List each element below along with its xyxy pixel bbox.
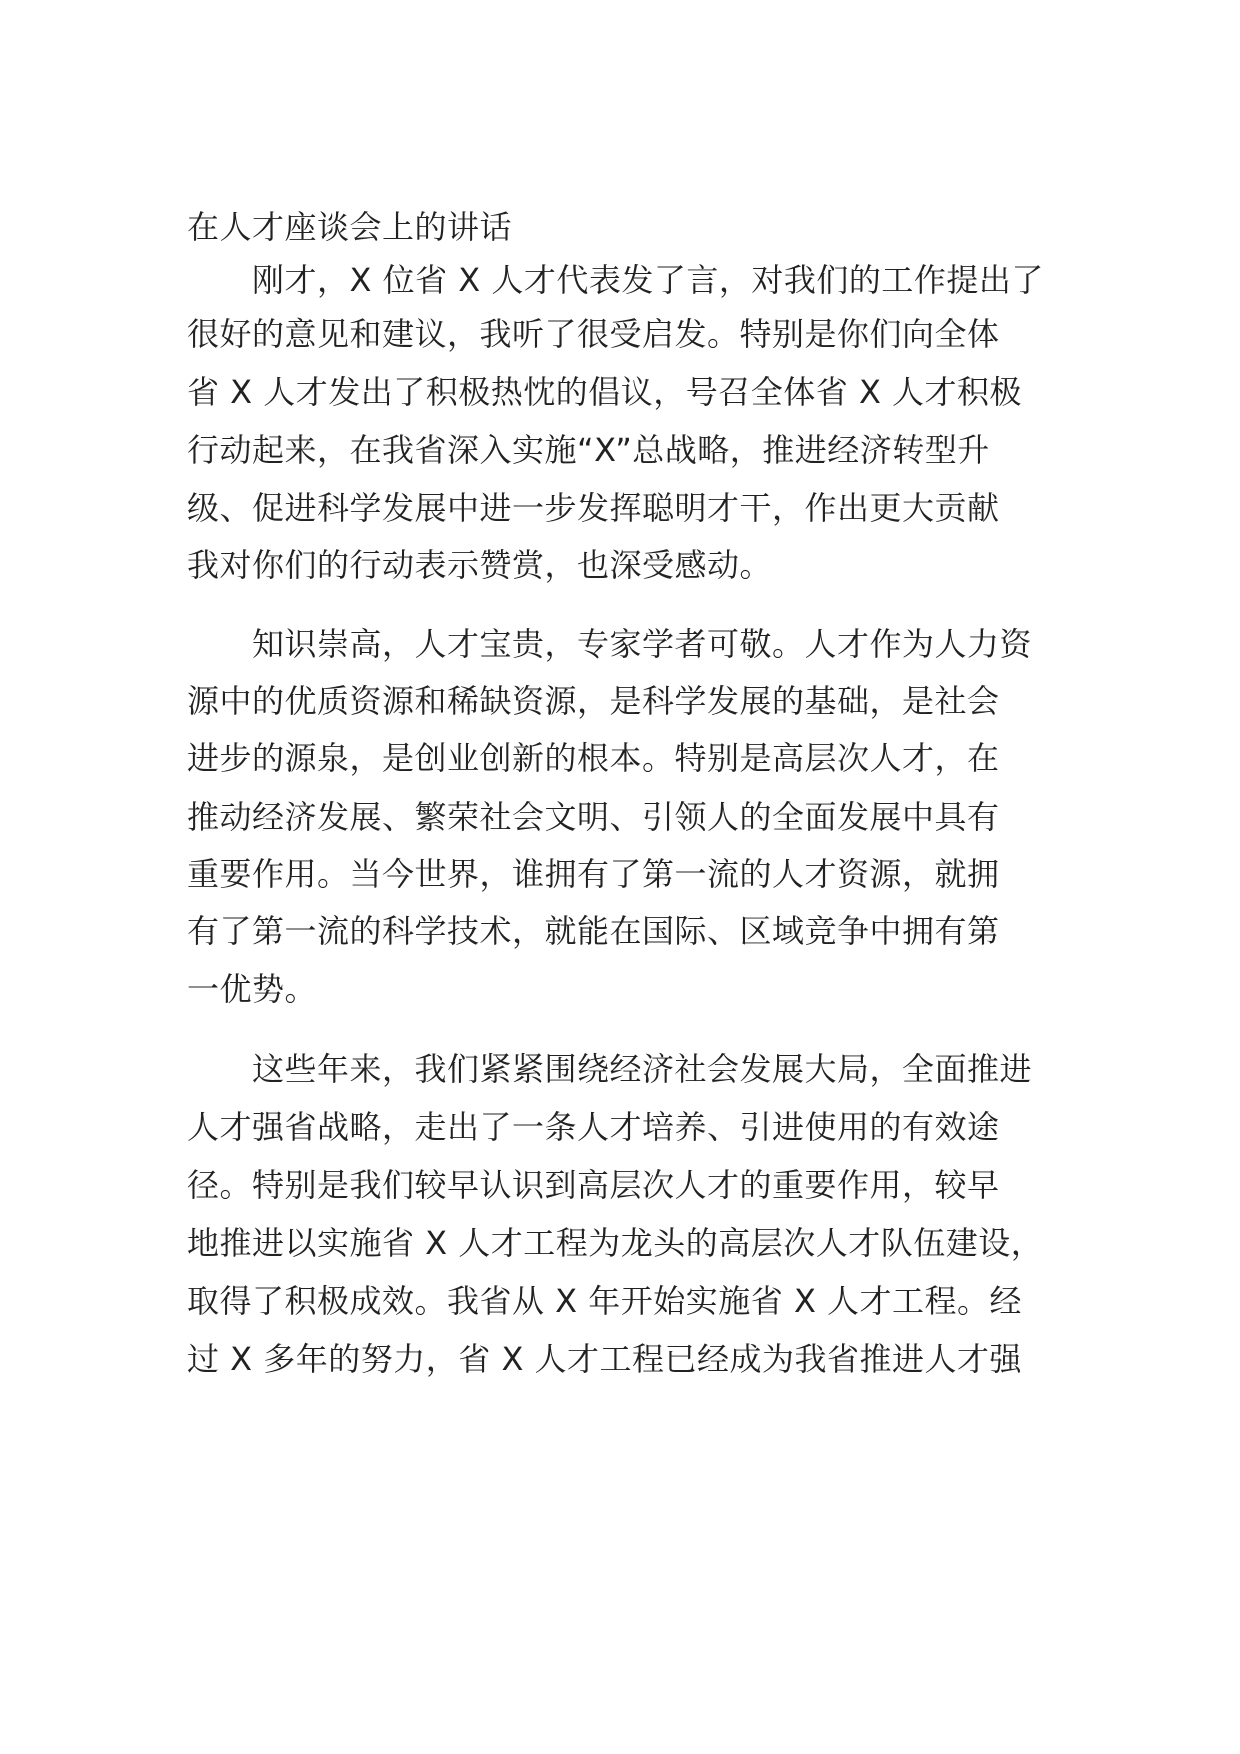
paragraph-2-line-3: 进步的源泉，是创业创新的根本。特别是高层次人才，在	[187, 739, 1000, 777]
paragraph-2-line-1: 知识崇高，人才宝贵，专家学者可敬。人才作为人力资	[187, 625, 1033, 663]
document-title: 在人才座谈会上的讲话	[187, 208, 513, 246]
paragraph-3-line-4: 地推进以实施省 X 人才工程为龙头的高层次人才队伍建设，	[187, 1224, 1044, 1262]
paragraph-2-line-7: 一优势。	[187, 970, 318, 1008]
paragraph-3-line-5: 取得了积极成效。我省从 X 年开始实施省 X 人才工程。经	[187, 1282, 1023, 1320]
paragraph-3-line-6: 过 X 多年的努力，省 X 人才工程已经成为我省推进人才强	[187, 1340, 1023, 1378]
paragraph-2-line-6: 有了第一流的科学技术，就能在国际、区域竞争中拥有第	[187, 912, 1000, 950]
paragraph-1-line-4: 行动起来，在我省深入实施“X”总战略，推进经济转型升	[187, 431, 990, 469]
paragraph-2-line-4: 推动经济发展、繁荣社会文明、引领人的全面发展中具有	[187, 798, 1000, 836]
paragraph-1-line-5: 级、促进科学发展中进一步发挥聪明才干，作出更大贡献	[187, 489, 1000, 527]
paragraph-3-line-2: 人才强省战略，走出了一条人才培养、引进使用的有效途	[187, 1108, 1000, 1146]
paragraph-3-line-1: 这些年来，我们紧紧围绕经济社会发展大局，全面推进	[187, 1050, 1033, 1088]
paragraph-3-line-3: 径。特别是我们较早认识到高层次人才的重要作用，较早	[187, 1166, 1000, 1204]
paragraph-2-line-5: 重要作用。当今世界，谁拥有了第一流的人才资源，就拥	[187, 855, 1000, 893]
paragraph-1-line-3: 省 X 人才发出了积极热忱的倡议，号召全体省 X 人才积极	[187, 373, 1023, 411]
paragraph-1-line-2: 很好的意见和建议，我听了很受启发。特别是你们向全体	[187, 315, 1000, 353]
paragraph-2-line-2: 源中的优质资源和稀缺资源，是科学发展的基础，是社会	[187, 682, 1000, 720]
paragraph-1-line-1: 刚才，X 位省 X 人才代表发了言，对我们的工作提出了	[187, 261, 1044, 299]
paragraph-1-line-6: 我对你们的行动表示赞赏，也深受感动。	[187, 546, 773, 584]
